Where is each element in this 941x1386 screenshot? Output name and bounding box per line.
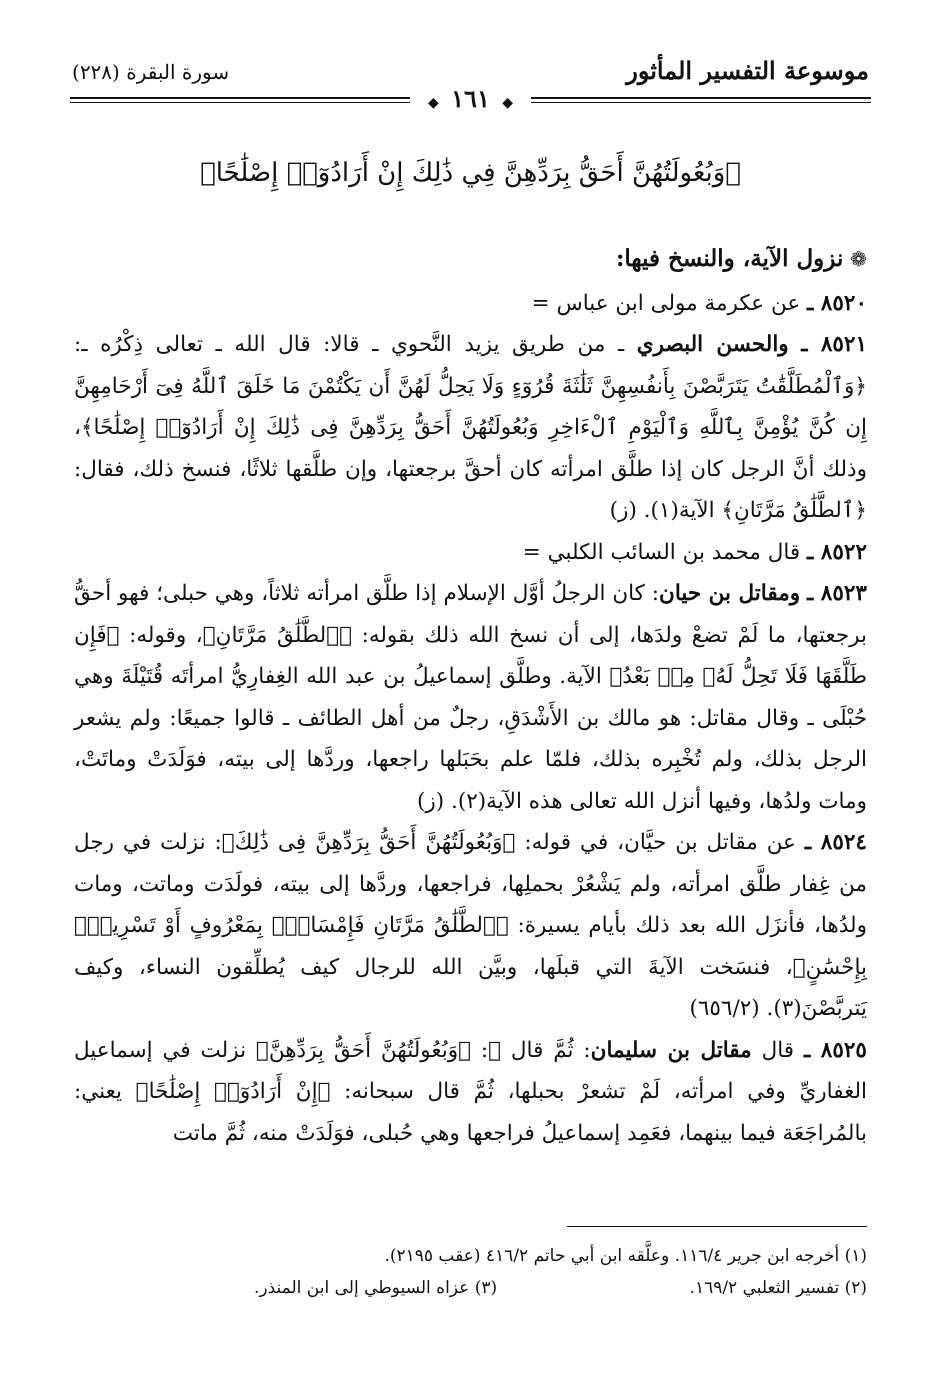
quran-verse-heading: ﴿وَبُعُولَتُهُنَّ أَحَقُّ بِرَدِّهِنَّ فِي ذَٰلِكَ إِنْ أَرَادُوٓا۟ إِصْلَٰحًا﴾ <box>200 158 741 188</box>
narration-text: عن مقاتل بن حيَّان، في قوله: ﴿وَبُعُولَتُهُنَّ أَحَقُّ بِرَدِّهِنَّ فِى ذَٰلِكَ﴾: نزلت في رجل من غِفار طلَّق امرأته، ولم يَشْعُرْ بحملِها، فراجعها، وردَّها إلى بيته، فولَدَت وماتت، ومات ولدُها، فأنزَل الله بعد ذلك بأيام يسيرة: ﴿ٱلطَّلَٰقُ مَرَّتَانِ فَإِمْسَاكٌۢ بِمَعْرُوفٍ أَوْ تَسْرِيحٌۢ بِإِحْسَٰنٍ﴾، فنسَخت الآيةَ التي قبلَها، وبيَّن الله للرجال كيف يُطلِّقون النساء، وكيف يَتربَّصْنَ(٣). (٦٥٦/٢) <box>74 830 867 1021</box>
page-number-band <box>0 84 941 113</box>
footnote-rule <box>567 1226 867 1227</box>
diamond-ornament-icon: ◆ <box>428 95 439 111</box>
section-heading: ❁ نزول الآية، والنسخ فيها: <box>615 245 867 272</box>
diamond-ornament-icon: ◆ <box>502 95 513 111</box>
narration-8525 <box>74 1030 867 1155</box>
narration-8522 <box>74 532 867 574</box>
narration-text: : كان الرجلُ أوَّل الإسلام إذا طلَّق امرأته ثلاثاً، وهي حبلى؛ فهو أحقُّ برجعتها، ما لَمْ تضعْ ولدَها، إلى أن نسخ الله ذلك بقوله: ﴿ٱلطَّلَٰقُ مَرَّتَانِ﴾، وقوله: ﴿فَإِن طَلَّقَهَا فَلَا تَحِلُّ لَهُۥ مِنۢ بَعْدُ﴾ الآية. وطلَّق إسماعيلُ بن عبد الله الغِفارِيُّ امرأتَه قُتَيْلَةَ وهي حُبْلَى ـ وقال مقاتل: هو مالك بن الأَشْدَقِ، رجلٌ من أهل الطائف ـ قالوا جميعًا: ولم يشعر الرجل بذلك، ولم تُخْبِره بذلك، فلمّا علم بحَبَلها راجعها، وردَّها إلى بيته، فوَلَدَتْ وماتَتْ، ومات ولدُها، وفيها أنزل الله تعالى هذه الآية(٢). (ز) <box>74 581 867 814</box>
narration-number: ٨٥٢٥ ـ <box>803 1037 867 1063</box>
narration-text: قال محمد بن السائب الكلبي = <box>522 539 801 565</box>
narration-text: ـ من طريق يزيد النَّحوي ـ قالا: قال الله ـ تعالى ذِكْرُه ـ: ﴿وَٱلْمُطَلَّقَٰتُ يَتَرَبَّصْنَ بِأَنفُسِهِنَّ ثَلَٰثَةَ قُرُوٓءٍ وَلَا يَحِلُّ لَهُنَّ أَن يَكْتُمْنَ مَا خَلَقَ ٱللَّهُ فِىٓ أَرْحَامِهِنَّ إِن كُنَّ يُؤْمِنَّ بِٱللَّهِ وَٱلْيَوْمِ ٱلْءَاخِرِ وَبُعُولَتُهُنَّ أَحَقُّ بِرَدِّهِنَّ فِى ذَٰلِكَ إِنْ أَرَادُوٓا۟ إِصْلَٰحًا﴾، وذلك أنَّ الرجل كان إذا طلَّق امرأته كان أحقَّ برجعتها، وإن طلَّقها ثلاثًا، فنسخ ذلك، فقال: ﴿ٱلطَّلَٰقُ مَرَّتَانِ﴾ الآية(١). (ز) <box>74 332 867 523</box>
footnote-1: (١) أخرجه ابن جرير ١١٦/٤. وعلَّقه ابن أبي حاتم ٤١٦/٢ (عقب ٢١٩٥). <box>384 1246 867 1266</box>
narrator-name: ومقاتل بن حيان <box>659 581 801 606</box>
footnote-row <box>74 1272 867 1304</box>
surah-name: سورة البقرة <box>126 60 230 84</box>
narration-number: ٨٥٢٣ ـ <box>806 581 867 606</box>
narration-text: عن عكرمة مولى ابن عباس = <box>531 290 801 316</box>
narration-text: : ثُمَّ قال ﷻ: ﴿وَبُعُولَتُهُنَّ أَحَقُّ بِرَدِّهِنَّ﴾ نزلت في إسماعيل الغفاريِّ وفي امرأته، لَمْ تشعرْ بحبلها، ثُمَّ قال سبحانه: ﴿إِنْ أَرَادُوٓا۟ إِصْلَٰحًا﴾ يعني: بالمُراجَعَة فيما بينهما، فعَمِد إسماعيلُ فراجعها وهي حُبلى، فوَلَدَتْ منه، ثُمَّ ماتت <box>74 1037 867 1146</box>
narration-number: ٨٥٢١ ـ <box>801 332 868 357</box>
narrator-name: مقاتل بن سليمان <box>590 1037 752 1063</box>
narration-8520 <box>74 283 867 325</box>
narration-number: ٨٥٢٢ ـ <box>807 539 867 565</box>
narration-prefix: قال <box>751 1037 795 1063</box>
footnote-3: (٣) عزاه السيوطي إلى ابن المنذر. <box>254 1278 498 1298</box>
surah-reference <box>72 60 229 84</box>
narration-number: ٨٥٢٤ ـ <box>804 830 867 855</box>
commentary-body <box>74 238 867 1154</box>
footnotes <box>74 1240 867 1304</box>
narration-8524 <box>74 822 867 1030</box>
footnote-2: (٢) تفسير الثعلبي ١٦٩/٢. <box>689 1278 867 1298</box>
verse-number: (٢٢٨) <box>72 60 120 84</box>
narration-8521 <box>74 324 867 532</box>
narration-number: ٨٥٢٠ ـ <box>807 290 867 316</box>
narrator-name: والحسن البصري <box>636 332 789 357</box>
page-number: ١٦١ <box>451 84 490 113</box>
book-title: موسوعة التفسير المأثور <box>626 56 869 85</box>
page-number-box <box>410 84 531 113</box>
narration-8523 <box>74 573 867 822</box>
star-ornament-icon: ❁ <box>850 247 867 271</box>
